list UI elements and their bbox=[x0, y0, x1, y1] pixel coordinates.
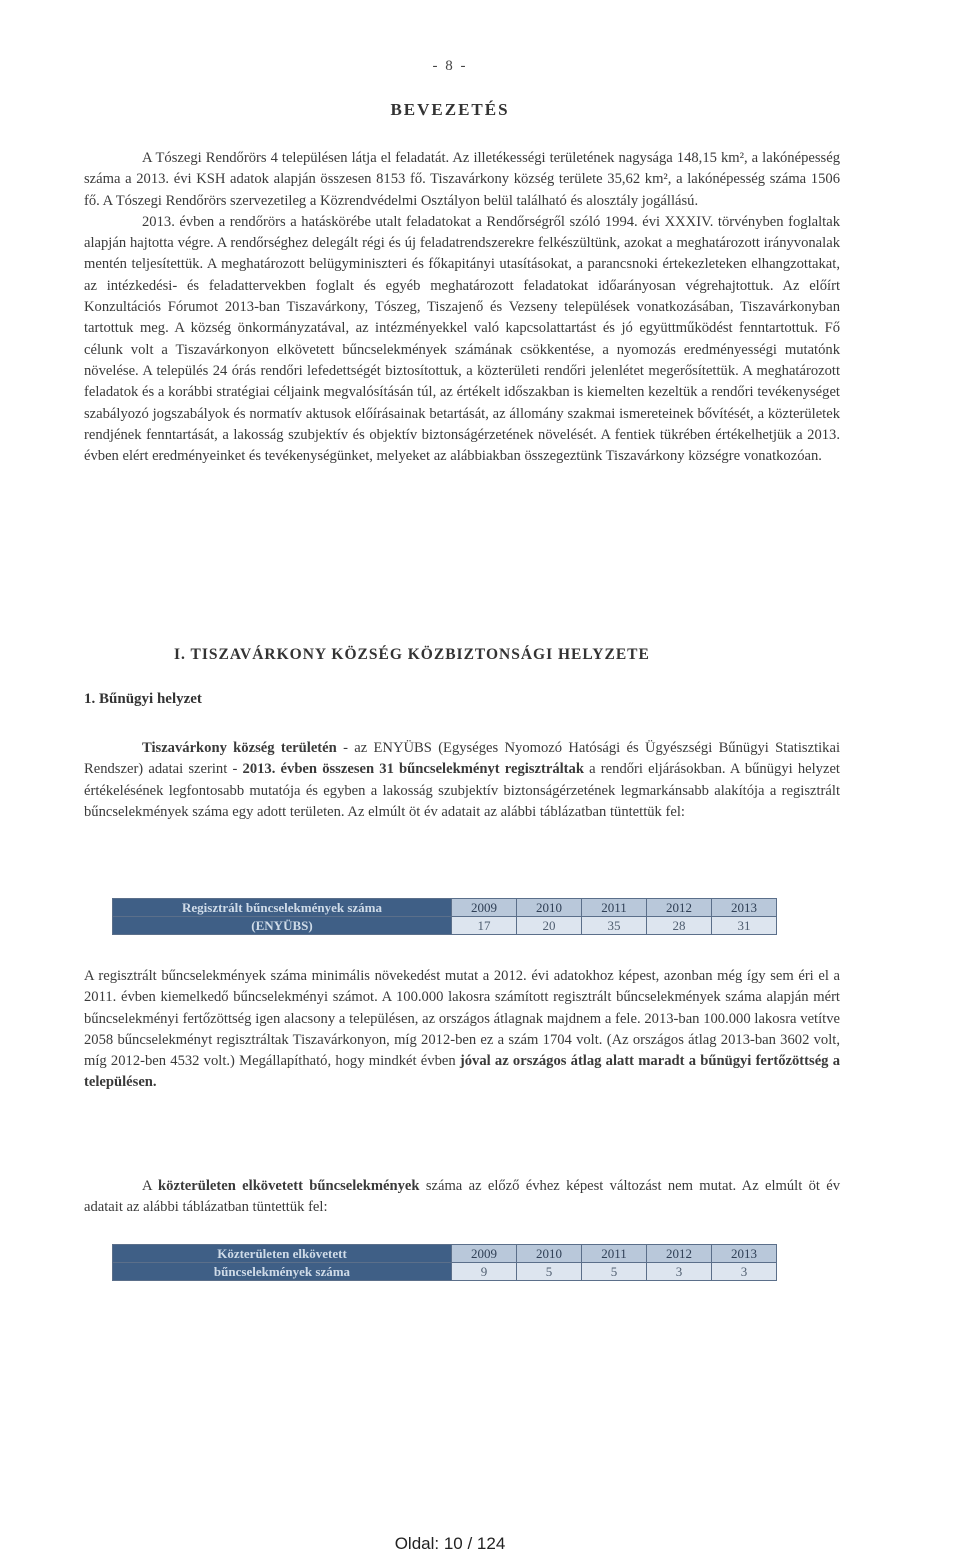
registered-crimes-table bbox=[112, 898, 777, 935]
value-cell: 3 bbox=[647, 1263, 712, 1281]
value-cell: 17 bbox=[452, 917, 517, 935]
table-row bbox=[113, 917, 777, 935]
intro-paragraph-2: 2013. évben a rendőrörs a hatáskörébe utalt feladatokat a Rendőrségről szóló 1994. évi XXXIV. törvényben foglaltak alapján hajtotta végre. A rendőrséghez delegált régi és új feladatrendszerekre felkészültünk, azokat a meghatározott irányvonalak mentén teljesítettük. A meghatározott belügyminiszteri és főkapitányi utasításokat, a parancsnoki értekezleteken elhangzottakat, az intézkedési- és feladattervekben foglalt és egyéb meghatározott feladatokat időarányosan végrehajtottuk. Az előírt Konzultációs Fórumot 2013-ban Tiszavárkony, Tószeg, Tiszajenő és Vezseny települések vonatkozásában, Tiszavárkonyban tartottuk meg. A község önkormányzatával, az intézményekkel való kapcsolattartást és jó együttműködést fenntartottuk. Fő célunk volt a Tiszavárkonyon elkövetett bűncselekmények számának csökkentése, a nyomozás eredményességi mutatónk növelése. A település 24 órás rendőri lefedettségét biztosítottuk, a közterületi rendőri jelenlétet megerősítettük. A meghatározott feladatok és a korábbi stratégiai céljaink megvalósításán túl, az értékelt időszakban is kiemelten kezeltük a rendőri tevékenységet szabályozó jogszabályok és normatív aktusok előírásainak betartását, az állomány szakmai ismereteinek bővítését, a közterületek rendjének fenntartását, a lakosság szubjektív és objektív biztonságérzetének növelését. A fentiek tükrében értékelhetjük a 2013. évben elért eredményeinket és tevékenységünket, melyeket az alábbiakban összegeztünk Tiszavárkony községre vonatkozóan. bbox=[84, 213, 840, 465]
intro-paragraph-1: A Tószegi Rendőrörs 4 településen látja el feladatát. Az illetékességi területének nagysága 148,15 km², a lakónépesség száma a 2013. évi KSH adatok alapján összesen 8153 fő. Tiszavárkony község területe 35,62 km², a lakónépesség száma 1506 fő. A Tószegi Rendőrörs szervezetileg a Közrendvédelmi Osztályon belül található és alosztály jogállású. bbox=[84, 150, 840, 209]
crime-intro-paragraph bbox=[84, 738, 840, 823]
value-cell: 35 bbox=[582, 917, 647, 935]
public-intro-rest: száma az előző évhez képest változást nem mutat. Az elmúlt öt év adatait az alábbi táblázatban tüntettük fel: bbox=[84, 1178, 840, 1216]
public-crimes-table bbox=[112, 1244, 777, 1281]
value-cell: 31 bbox=[712, 917, 777, 935]
section-title: I. TISZAVÁRKONY KÖZSÉG KÖZBIZTONSÁGI HELYZETE bbox=[174, 646, 650, 663]
table-row bbox=[113, 1245, 777, 1263]
analysis-conclusion: jóval az országos átlag alatt maradt a bűnügyi fertőzöttség a településen. bbox=[84, 1053, 841, 1091]
public-intro-block bbox=[84, 1176, 840, 1219]
crime-intro-block bbox=[84, 738, 840, 823]
analysis-paragraph bbox=[84, 966, 840, 1094]
table-label: bűncselekmények száma bbox=[113, 1263, 452, 1281]
public-intro-lead: A bbox=[142, 1178, 159, 1194]
analysis-text: A regisztrált bűncselekmények száma minimális növekedést mutat a 2012. évi adatokhoz képest, azonban még így sem éri el a 2011. évben kiemelkedő bűncselekményi számot. A 100.000 lakosra számított regisztrált bűncselekmények száma alapján mért bűncselekményi fertőzöttség igen alacsony a településen, az országos átlagnak majdnem a fele. 2013-ban 100.000 lakosra vetítve 2058 bűncselekményt regisztráltak Tiszavárkonyon, míg 2012-ben ez a szám 1704 volt. (Az országos átlag 2013-ban 3602 volt, míg 2012-ben 4532 volt.) Megállapítható, hogy mindkét évben bbox=[84, 968, 840, 1070]
value-cell: 28 bbox=[647, 917, 712, 935]
value-cell: 5 bbox=[517, 1263, 582, 1281]
year-cell: 2009 bbox=[452, 899, 517, 917]
table-row bbox=[113, 1263, 777, 1281]
crime-intro-lead: Tiszavárkony község területén bbox=[142, 740, 337, 756]
year-cell: 2013 bbox=[712, 899, 777, 917]
table-label: (ENYÜBS) bbox=[113, 917, 452, 935]
year-cell: 2009 bbox=[452, 1245, 517, 1263]
page-heading: BEVEZETÉS bbox=[390, 100, 510, 119]
public-intro-bold: közterületen elkövetett bűncselekmények bbox=[158, 1178, 420, 1194]
year-cell: 2011 bbox=[582, 899, 647, 917]
page-footer: Oldal: 10 / 124 bbox=[394, 1534, 506, 1553]
year-cell: 2013 bbox=[712, 1245, 777, 1263]
value-cell: 5 bbox=[582, 1263, 647, 1281]
year-cell: 2011 bbox=[582, 1245, 647, 1263]
crime-intro-source: - az ENYÜBS (Egységes Nyomozó Hatósági és Ügyészségi Bűnügyi Statisztikai Rendszer) adatai szerint - bbox=[84, 740, 841, 778]
year-cell: 2012 bbox=[647, 1245, 712, 1263]
crime-intro-total: 2013. évben összesen 31 bűncselekményt regisztráltak bbox=[242, 761, 584, 778]
table-row bbox=[113, 899, 777, 917]
value-cell: 3 bbox=[712, 1263, 777, 1281]
sub-title: 1. Bűnügyi helyzet bbox=[84, 691, 202, 707]
table-label: Közterületen elkövetett bbox=[113, 1245, 452, 1263]
value-cell: 9 bbox=[452, 1263, 517, 1281]
table-label: Regisztrált bűncselekmények száma bbox=[113, 899, 452, 917]
year-cell: 2012 bbox=[647, 899, 712, 917]
year-cell: 2010 bbox=[517, 1245, 582, 1263]
value-cell: 20 bbox=[517, 917, 582, 935]
public-intro-paragraph bbox=[84, 1176, 840, 1219]
intro-block bbox=[84, 148, 840, 467]
page-number: - 8 - bbox=[432, 58, 468, 74]
analysis-block bbox=[84, 966, 840, 1094]
year-cell: 2010 bbox=[517, 899, 582, 917]
crime-intro-rest: a rendőri eljárásokban. A bűnügyi helyzet értékelésének legfontosabb mutatója és egyben a lakosság szubjektív biztonságérzetének legmarkánsabb alakítója a regisztrált bűncselekmények száma egy adott területen. Az elmúlt öt év adatait az alábbi táblázatban tüntettük fel: bbox=[84, 761, 840, 820]
